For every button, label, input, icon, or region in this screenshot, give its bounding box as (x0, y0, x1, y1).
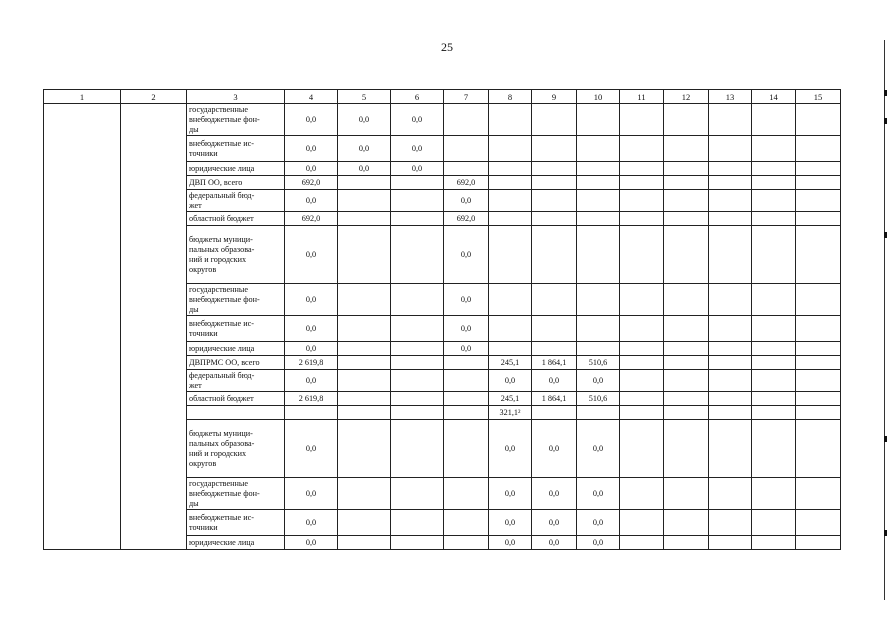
value-cell (444, 356, 489, 370)
value-cell: 1 864,1 (532, 392, 577, 406)
value-cell (489, 226, 532, 284)
column-header: 1 (44, 90, 121, 104)
empty-cell (796, 162, 841, 176)
value-cell: 0,0 (285, 370, 338, 392)
column-header: 9 (532, 90, 577, 104)
empty-cell (752, 392, 796, 406)
value-cell: 0,0 (532, 536, 577, 550)
empty-cell (709, 316, 752, 342)
value-cell (338, 176, 391, 190)
value-cell: 2 619,8 (285, 392, 338, 406)
value-cell (577, 342, 620, 356)
empty-cell (664, 226, 709, 284)
row-label: ДВПРМС ОО, всего (187, 356, 285, 370)
value-cell (577, 136, 620, 162)
value-cell (532, 190, 577, 212)
empty-cell (796, 478, 841, 510)
empty-cell (796, 356, 841, 370)
empty-cell (796, 284, 841, 316)
value-cell (577, 190, 620, 212)
value-cell (391, 370, 444, 392)
page-edge-mark (884, 530, 887, 536)
empty-cell (709, 190, 752, 212)
value-cell: 0,0 (577, 510, 620, 536)
value-cell: 0,0 (577, 536, 620, 550)
empty-cell (664, 406, 709, 420)
value-cell (489, 212, 532, 226)
value-cell (444, 136, 489, 162)
empty-cell (620, 136, 664, 162)
value-cell (444, 510, 489, 536)
value-cell (391, 356, 444, 370)
empty-cell (664, 392, 709, 406)
empty-cell (796, 392, 841, 406)
value-cell: 0,0 (338, 104, 391, 136)
row-label: ДВП ОО, всего (187, 176, 285, 190)
value-cell (577, 406, 620, 420)
empty-cell (752, 478, 796, 510)
value-cell: 0,0 (444, 190, 489, 212)
empty-cell (620, 342, 664, 356)
value-cell: 0,0 (391, 162, 444, 176)
table-body (44, 104, 841, 550)
value-cell (338, 316, 391, 342)
value-cell (577, 284, 620, 316)
value-cell (444, 478, 489, 510)
value-cell: 0,0 (338, 162, 391, 176)
value-cell: 0,0 (338, 136, 391, 162)
value-cell: 692,0 (444, 176, 489, 190)
value-cell: 0,0 (285, 536, 338, 550)
value-cell: 0,0 (444, 226, 489, 284)
value-cell: 0,0 (532, 420, 577, 478)
value-cell: 0,0 (285, 478, 338, 510)
value-cell (489, 136, 532, 162)
empty-cell (709, 510, 752, 536)
empty-cell (709, 420, 752, 478)
row-label: бюджеты муници- пальных образова- ний и городских округов (187, 420, 285, 478)
row-label: внебюджетные ис- точники (187, 510, 285, 536)
value-cell (338, 226, 391, 284)
value-cell (489, 316, 532, 342)
empty-cell (664, 478, 709, 510)
value-cell: 0,0 (285, 342, 338, 356)
empty-cell (664, 284, 709, 316)
empty-cell (709, 136, 752, 162)
empty-cell (620, 190, 664, 212)
empty-cell (620, 212, 664, 226)
column-header: 4 (285, 90, 338, 104)
value-cell (532, 406, 577, 420)
value-cell (391, 284, 444, 316)
value-cell (391, 212, 444, 226)
value-cell (338, 406, 391, 420)
empty-cell (752, 226, 796, 284)
value-cell (444, 162, 489, 176)
empty-cell (752, 212, 796, 226)
value-cell (391, 176, 444, 190)
value-cell (338, 510, 391, 536)
empty-cell (796, 536, 841, 550)
value-cell (338, 212, 391, 226)
value-cell: 245,1 (489, 356, 532, 370)
empty-cell (664, 190, 709, 212)
column-header: 10 (577, 90, 620, 104)
empty-cell (752, 136, 796, 162)
row-label: государственные внебюджетные фон- ды (187, 104, 285, 136)
empty-cell (664, 316, 709, 342)
value-cell (577, 212, 620, 226)
value-cell (338, 536, 391, 550)
empty-cell (709, 176, 752, 190)
empty-cell (796, 370, 841, 392)
column-header: 14 (752, 90, 796, 104)
value-cell: 0,0 (285, 162, 338, 176)
column-header: 12 (664, 90, 709, 104)
value-cell (532, 284, 577, 316)
empty-cell (664, 342, 709, 356)
value-cell (489, 342, 532, 356)
value-cell (577, 226, 620, 284)
value-cell (532, 226, 577, 284)
empty-cell (752, 162, 796, 176)
row-label: юридические лица (187, 342, 285, 356)
empty-cell (664, 136, 709, 162)
value-cell: 0,0 (391, 136, 444, 162)
value-cell (391, 392, 444, 406)
empty-cell (620, 420, 664, 478)
row-label: бюджеты муници- пальных образова- ний и городских округов (187, 226, 285, 284)
value-cell (391, 342, 444, 356)
value-cell (391, 406, 444, 420)
row-label: федеральный бюд- жет (187, 370, 285, 392)
value-cell: 0,0 (444, 316, 489, 342)
empty-cell (752, 406, 796, 420)
value-cell (532, 162, 577, 176)
empty-cell (796, 212, 841, 226)
empty-cell (620, 370, 664, 392)
value-cell: 0,0 (285, 104, 338, 136)
empty-cell (752, 342, 796, 356)
value-cell: 510,6 (577, 356, 620, 370)
empty-cell (796, 406, 841, 420)
empty-cell (752, 420, 796, 478)
value-cell (532, 212, 577, 226)
empty-cell (752, 190, 796, 212)
header-row (44, 90, 841, 104)
page-edge-mark (884, 436, 887, 442)
value-cell: 0,0 (391, 104, 444, 136)
empty-cell (796, 226, 841, 284)
empty-cell (620, 406, 664, 420)
value-cell (391, 226, 444, 284)
row-label: федеральный бюд- жет (187, 190, 285, 212)
empty-cell (709, 536, 752, 550)
empty-cell (709, 212, 752, 226)
page-edge-mark (884, 90, 887, 96)
page-edge-line (884, 40, 885, 600)
empty-cell (620, 226, 664, 284)
value-cell (338, 190, 391, 212)
row-label: внебюджетные ис- точники (187, 316, 285, 342)
value-cell: 0,0 (577, 370, 620, 392)
empty-cell (709, 284, 752, 316)
value-cell: 0,0 (577, 420, 620, 478)
column-header: 13 (709, 90, 752, 104)
table-row (44, 104, 841, 136)
empty-cell (620, 510, 664, 536)
empty-cell (664, 162, 709, 176)
empty-cell (752, 316, 796, 342)
row-label: областной бюджет (187, 392, 285, 406)
value-cell (338, 420, 391, 478)
page-edge-mark (884, 232, 887, 238)
empty-cell (664, 212, 709, 226)
value-cell (444, 406, 489, 420)
empty-cell (752, 370, 796, 392)
value-cell (444, 420, 489, 478)
column-header: 2 (121, 90, 187, 104)
value-cell (391, 478, 444, 510)
value-cell: 2 619,8 (285, 356, 338, 370)
value-cell (444, 370, 489, 392)
empty-cell (709, 342, 752, 356)
value-cell (391, 316, 444, 342)
value-cell: 0,0 (285, 136, 338, 162)
column-header: 11 (620, 90, 664, 104)
empty-cell (709, 104, 752, 136)
empty-cell (709, 478, 752, 510)
value-cell (338, 478, 391, 510)
empty-cell (709, 370, 752, 392)
value-cell (391, 190, 444, 212)
page-number: 25 (441, 40, 453, 54)
value-cell: 0,0 (489, 420, 532, 478)
value-cell (338, 392, 391, 406)
value-cell: 692,0 (285, 212, 338, 226)
value-cell: 0,0 (532, 370, 577, 392)
empty-cell (664, 370, 709, 392)
empty-cell (620, 536, 664, 550)
value-cell (532, 342, 577, 356)
empty-cell (796, 316, 841, 342)
value-cell (444, 536, 489, 550)
empty-cell (752, 284, 796, 316)
empty-cell (796, 420, 841, 478)
value-cell (489, 284, 532, 316)
value-cell: 0,0 (285, 190, 338, 212)
value-cell (532, 104, 577, 136)
empty-cell (752, 356, 796, 370)
column-header: 5 (338, 90, 391, 104)
value-cell: 0,0 (532, 510, 577, 536)
value-cell (489, 162, 532, 176)
value-cell (489, 176, 532, 190)
value-cell (391, 510, 444, 536)
column-header: 7 (444, 90, 489, 104)
empty-cell (620, 478, 664, 510)
empty-cell (620, 316, 664, 342)
value-cell (577, 316, 620, 342)
empty-cell (620, 104, 664, 136)
row-label: государственные внебюджетные фон- ды (187, 478, 285, 510)
row-label: областной бюджет (187, 212, 285, 226)
empty-cell (752, 104, 796, 136)
empty-cell (664, 536, 709, 550)
column-header: 3 (187, 90, 285, 104)
value-cell (444, 104, 489, 136)
value-cell (532, 136, 577, 162)
empty-cell (620, 176, 664, 190)
value-cell (577, 176, 620, 190)
value-cell: 0,0 (285, 316, 338, 342)
empty-cell (796, 342, 841, 356)
value-cell (391, 536, 444, 550)
empty-cell (709, 226, 752, 284)
value-cell: 0,0 (444, 342, 489, 356)
column-1-cell (44, 104, 121, 550)
empty-cell (796, 104, 841, 136)
value-cell (577, 162, 620, 176)
row-label: юридические лица (187, 536, 285, 550)
value-cell: 0,0 (577, 478, 620, 510)
column-header: 15 (796, 90, 841, 104)
empty-cell (664, 176, 709, 190)
empty-cell (709, 392, 752, 406)
value-cell (285, 406, 338, 420)
empty-cell (709, 406, 752, 420)
value-cell (391, 420, 444, 478)
empty-cell (752, 510, 796, 536)
value-cell: 321,1² (489, 406, 532, 420)
value-cell: 0,0 (285, 420, 338, 478)
value-cell: 0,0 (489, 370, 532, 392)
row-label: юридические лица (187, 162, 285, 176)
column-2-cell (121, 104, 187, 550)
empty-cell (796, 176, 841, 190)
empty-cell (620, 162, 664, 176)
empty-cell (620, 392, 664, 406)
empty-cell (620, 284, 664, 316)
value-cell: 0,0 (444, 284, 489, 316)
empty-cell (664, 420, 709, 478)
value-cell: 0,0 (532, 478, 577, 510)
empty-cell (709, 162, 752, 176)
column-header: 6 (391, 90, 444, 104)
value-cell (338, 284, 391, 316)
empty-cell (752, 176, 796, 190)
value-cell: 692,0 (444, 212, 489, 226)
value-cell (577, 104, 620, 136)
empty-cell (752, 536, 796, 550)
value-cell: 0,0 (489, 478, 532, 510)
row-label: государственные внебюджетные фон- ды (187, 284, 285, 316)
row-label (187, 406, 285, 420)
empty-cell (796, 136, 841, 162)
value-cell (532, 316, 577, 342)
value-cell: 0,0 (285, 226, 338, 284)
empty-cell (796, 510, 841, 536)
value-cell: 245,1 (489, 392, 532, 406)
empty-cell (620, 356, 664, 370)
value-cell (338, 370, 391, 392)
budget-table (43, 89, 841, 550)
value-cell (489, 104, 532, 136)
value-cell (338, 356, 391, 370)
value-cell: 1 864,1 (532, 356, 577, 370)
value-cell: 0,0 (489, 536, 532, 550)
page-edge-mark (884, 118, 887, 124)
value-cell (444, 392, 489, 406)
empty-cell (664, 104, 709, 136)
column-header: 8 (489, 90, 532, 104)
value-cell: 0,0 (285, 284, 338, 316)
value-cell: 0,0 (489, 510, 532, 536)
empty-cell (664, 356, 709, 370)
value-cell: 692,0 (285, 176, 338, 190)
row-label: внебюджетные ис- точники (187, 136, 285, 162)
empty-cell (664, 510, 709, 536)
value-cell (489, 190, 532, 212)
value-cell (338, 342, 391, 356)
value-cell (532, 176, 577, 190)
value-cell: 510,6 (577, 392, 620, 406)
value-cell: 0,0 (285, 510, 338, 536)
empty-cell (709, 356, 752, 370)
empty-cell (796, 190, 841, 212)
